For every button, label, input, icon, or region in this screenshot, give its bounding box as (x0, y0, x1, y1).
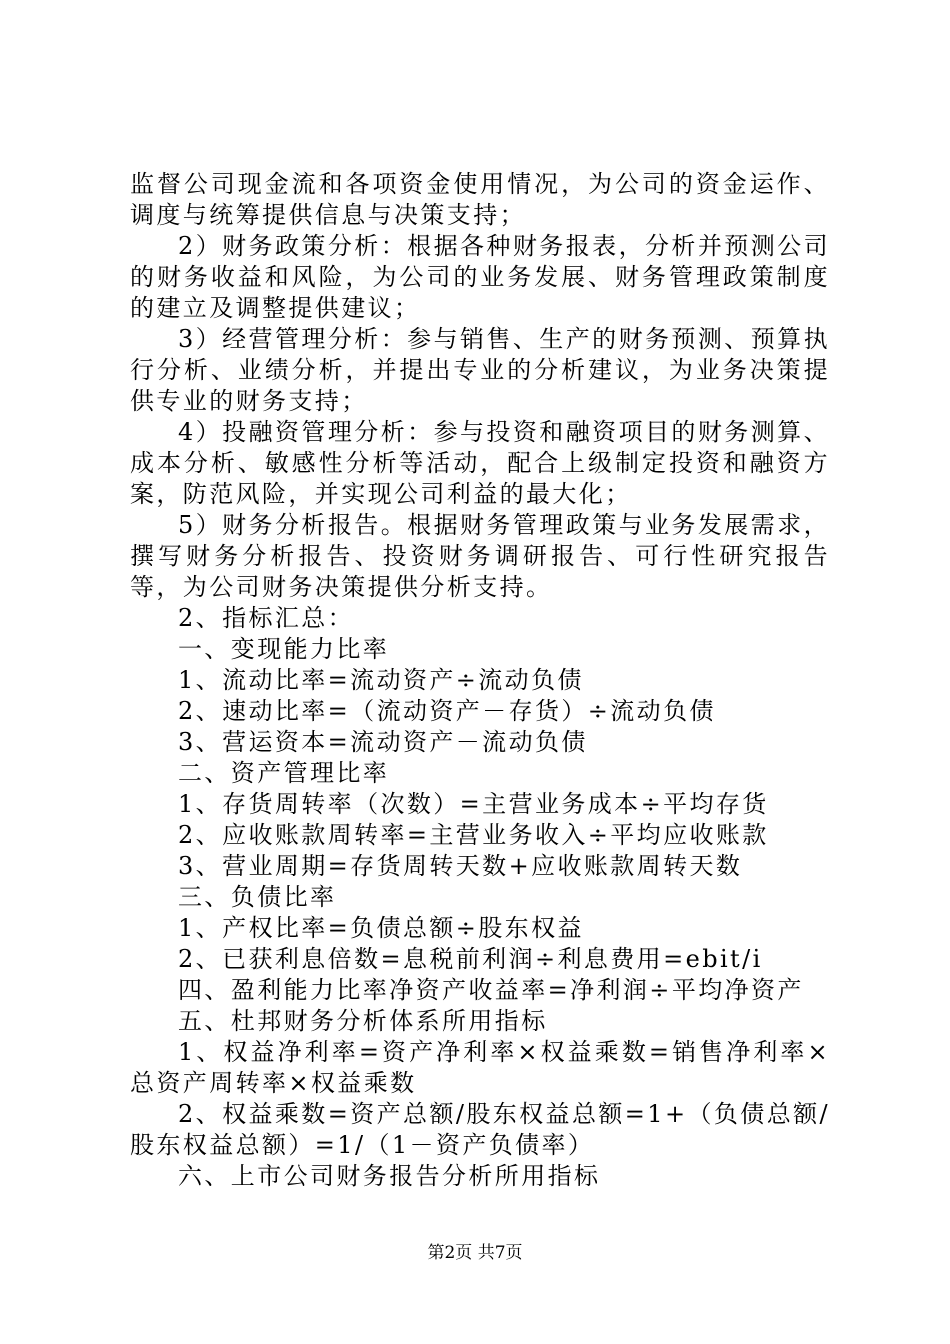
paragraph: 监督公司现金流和各项资金使用情况，为公司的资金运作、调度与统筹提供信息与决策支持； (130, 170, 830, 229)
page-footer (0, 1242, 950, 1264)
formula-line: 1、产权比率=负债总额÷股东权益 (178, 914, 584, 942)
formula-line: 3、营运资本=流动资产－流动负债 (178, 728, 588, 756)
formula-line: 3、营业周期=存货周转天数+应收账款周转天数 (178, 852, 743, 880)
paragraph: 2）财务政策分析：根据各种财务报表，分析并预测公司的财务收益和风险，为公司的业务发展、财务管理政策制度的建立及调整提供建议； (130, 232, 830, 322)
formula-line: 2、已获利息倍数=息税前利润÷利息费用=ebit/i (178, 945, 763, 973)
document-body (130, 169, 830, 1192)
formula-line: 1、存货周转率（次数）=主营业务成本÷平均存货 (178, 790, 769, 818)
paragraph: 5）财务分析报告。根据财务管理政策与业务发展需求，撰写财务分析报告、投资财务调研报告、可行性研究报告等，为公司财务决策提供分析支持。 (130, 511, 830, 601)
paragraph: 3）经营管理分析：参与销售、生产的财务预测、预算执行分析、业绩分析，并提出专业的分析建议，为业务决策提供专业的财务支持； (130, 325, 830, 415)
section-heading: 二、资产管理比率 (178, 759, 390, 787)
section-heading: 2、指标汇总： (178, 604, 355, 632)
formula-line: 2、速动比率=（流动资产－存货）÷流动负债 (178, 697, 716, 725)
section-heading: 三、负债比率 (178, 883, 337, 911)
section-heading: 六、上市公司财务报告分析所用指标 (178, 1162, 601, 1190)
formula-line: 1、权益净利率=资产净利率×权益乘数=销售净利率×总资产周转率×权益乘数 (130, 1038, 830, 1097)
page-number: 第2页 共7页 (427, 1243, 523, 1263)
formula-line: 1、流动比率=流动资产÷流动负债 (178, 666, 584, 694)
section-heading: 四、盈利能力比率净资产收益率=净利润÷平均净资产 (178, 976, 804, 1004)
formula-line: 2、权益乘数=资产总额/股东权益总额=1+（负债总额/股东权益总额）=1/（1－资产负债率） (130, 1100, 830, 1159)
paragraph: 4）投融资管理分析：参与投资和融资项目的财务测算、成本分析、敏感性分析等活动，配合上级制定投资和融资方案，防范风险，并实现公司利益的最大化； (130, 418, 830, 508)
section-heading: 五、杜邦财务分析体系所用指标 (178, 1007, 548, 1035)
section-heading: 一、变现能力比率 (178, 635, 390, 663)
formula-line: 2、应收账款周转率=主营业务收入÷平均应收账款 (178, 821, 769, 849)
